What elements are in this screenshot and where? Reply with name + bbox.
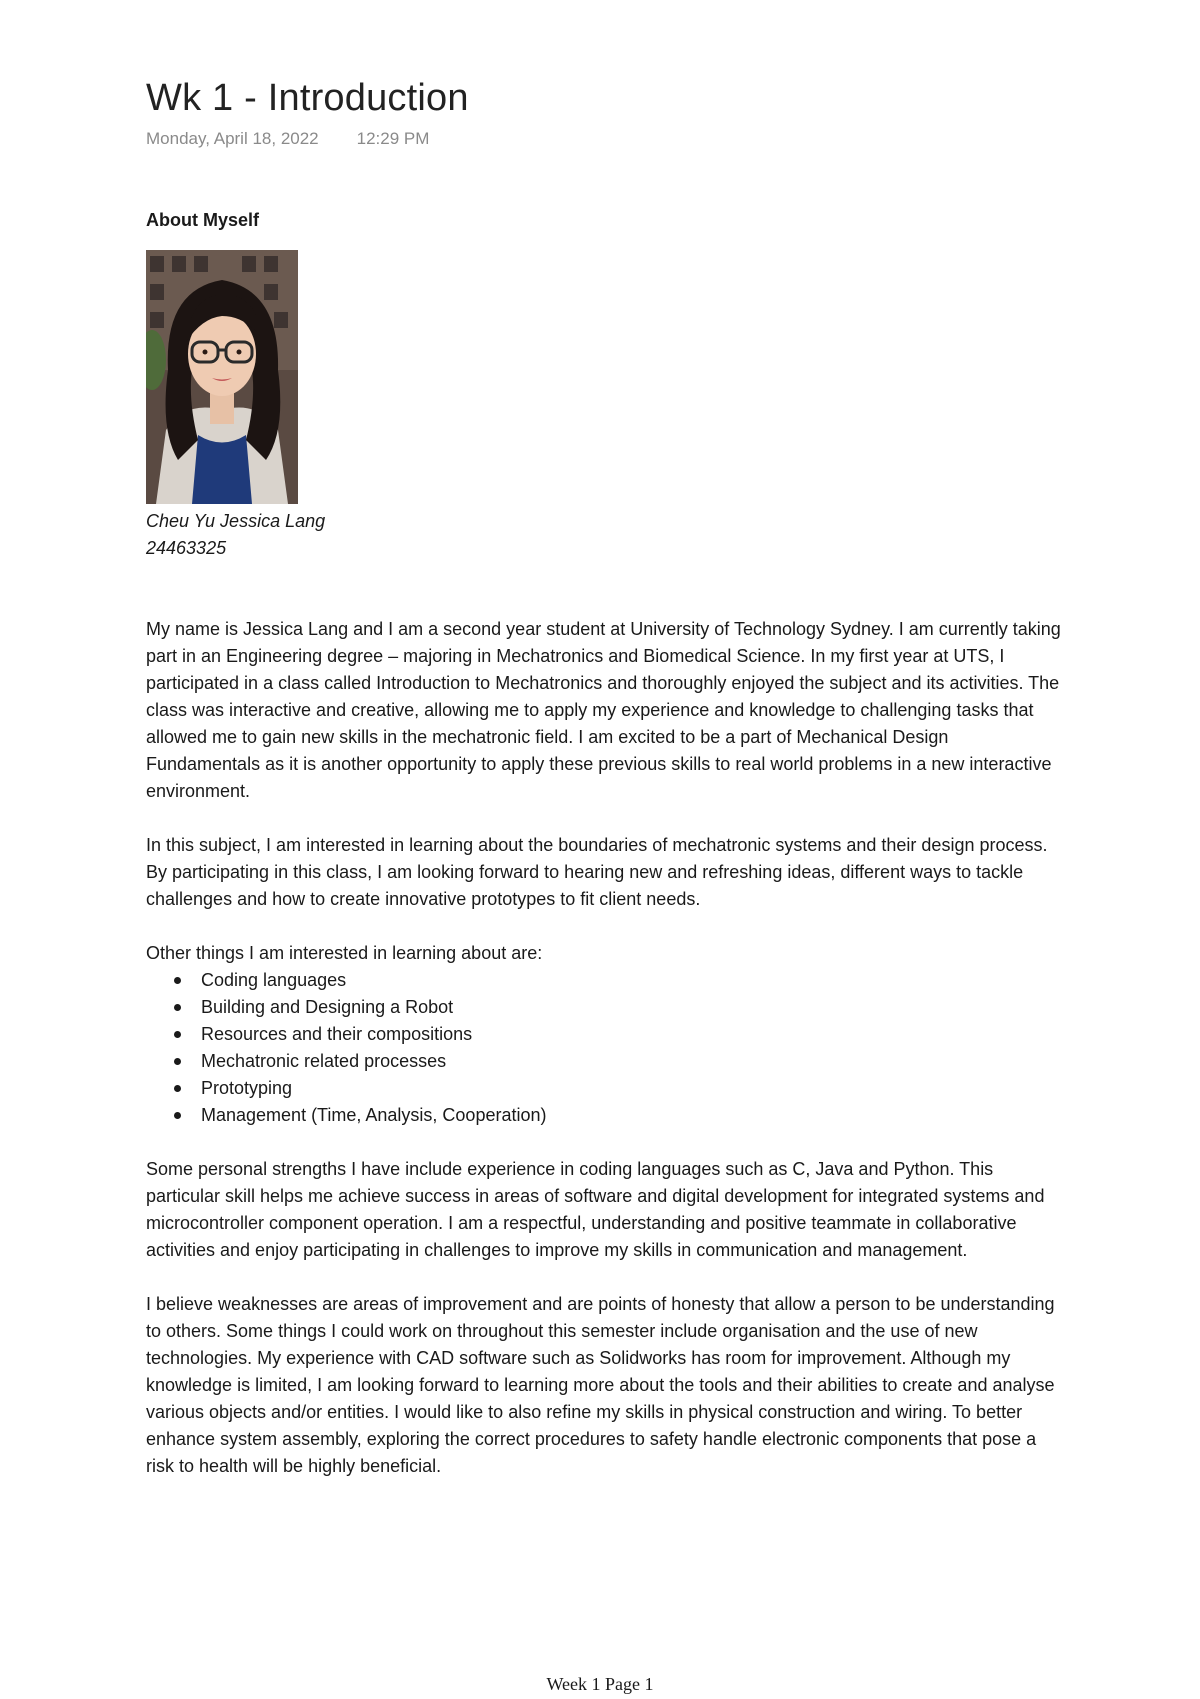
list-item: Management (Time, Analysis, Cooperation)	[201, 1102, 1066, 1129]
paragraph-strengths: Some personal strengths I have include experience in coding languages such as C, Java and Python. This particular skill helps me achieve success in areas of software and digital development for integrated systems and microcontroller component operation. I am a respectful, understanding and positive teammate in collaborative activities and enjoy participating in challenges to improve my skills in communication and management.	[146, 1159, 1045, 1260]
list-item: Prototyping	[201, 1075, 1066, 1102]
paragraph-intro: My name is Jessica Lang and I am a second year student at University of Technology Sydney. I am currently taking part in an Engineering degree – majoring in Mechatronics and Biomedical Science. In my first year at UTS, I participated in a class called Introduction to Mechatronics and thoroughly enjoyed the subject and its activities. The class was interactive and creative, allowing me to apply my experience and knowledge to challenging tasks that allowed me to gain new skills in the mechatronic field. I am excited to be a part of Mechanical Design Fundamentals as it is another opportunity to apply these previous skills to real world problems in a new interactive environment.	[146, 619, 1061, 801]
page-meta	[146, 128, 1066, 150]
list-intro: Other things I am interested in learning about are:	[146, 943, 543, 963]
profile-photo	[146, 250, 298, 504]
page-footer: Week 1 Page 1	[546, 1674, 654, 1694]
profile-name: Cheu Yu Jessica Lang	[146, 511, 326, 531]
profile-caption	[146, 508, 1066, 562]
profile-student-id: 24463325	[146, 538, 227, 558]
list-item: Mechatronic related processes	[201, 1048, 1066, 1075]
page-title: Wk 1 - Introduction	[146, 77, 469, 119]
paragraph-weaknesses: I believe weaknesses are areas of improvement and are points of honesty that allow a person to be understanding to others. Some things I could work on throughout this semester include organisation and the use of new technologies. My experience with CAD software such as Solidworks has room for improvement. Although my knowledge is limited, I am looking forward to learning more about the tools and their abilities to create and analyse various objects and/or entities. I would like to also refine my skills in physical construction and wiring. To better enhance system assembly, exploring the correct procedures to safety handle electronic components that pose a risk to health will be highly beneficial.	[146, 1294, 1055, 1476]
page-time: 12:29 PM	[356, 129, 430, 148]
list-item: Building and Designing a Robot	[201, 994, 1066, 1021]
paragraph-interests: In this subject, I am interested in learning about the boundaries of mechatronic systems and their design process. By participating in this class, I am looking forward to hearing new and refreshing ideas, different ways to tackle challenges and how to create innovative prototypes to fit client needs.	[146, 835, 1048, 909]
list-item: Resources and their compositions	[201, 1021, 1066, 1048]
interests-list	[146, 967, 1066, 1129]
list-item: Coding languages	[201, 967, 1066, 994]
note-page	[146, 74, 1066, 1480]
page-date: Monday, April 18, 2022	[146, 129, 319, 148]
section-heading-about: About Myself	[146, 210, 260, 230]
